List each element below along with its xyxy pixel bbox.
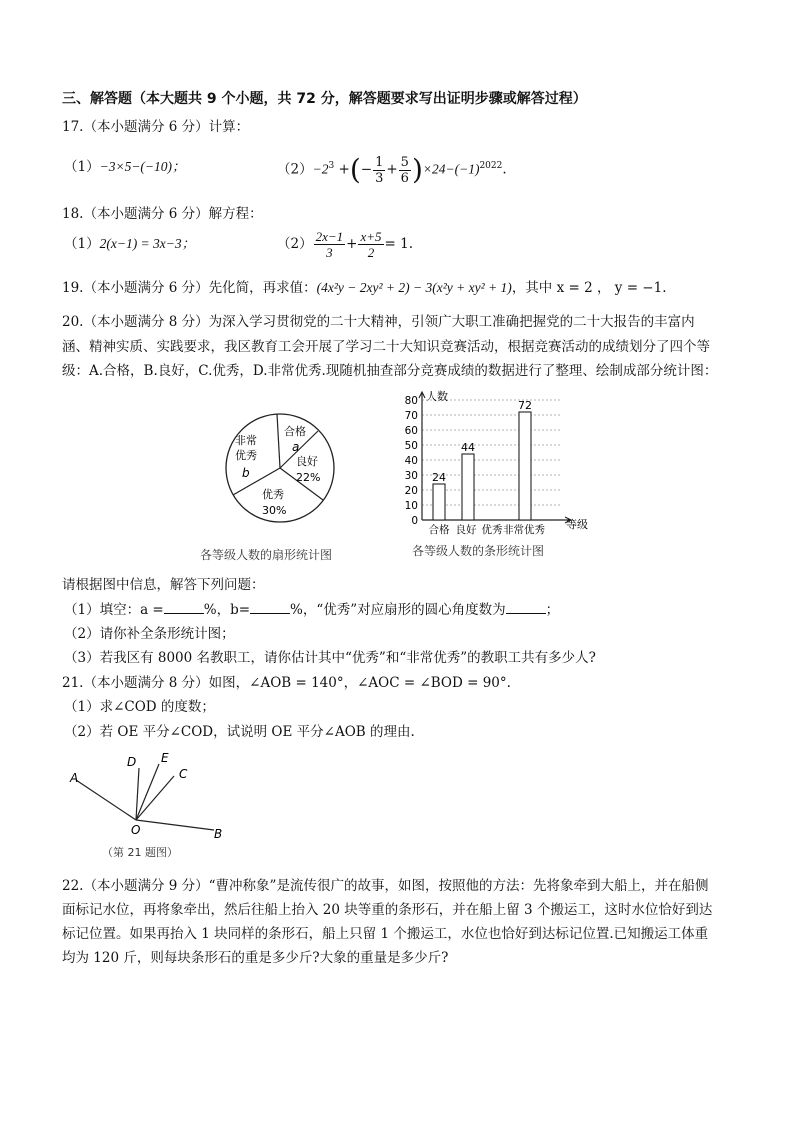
section-title: 三、解答题（本大题共 9 个小题，共 72 分，解答题要求写出证明步骤或解答过程） [62,91,587,107]
pie-label-youxiu: 优秀 [262,488,284,501]
bar [462,454,474,520]
y-tick-label: 60 [404,425,418,437]
y-axis-title: 人数 [426,390,448,403]
y-tick-label: 30 [404,470,418,482]
q18-stem: 18.（本小题满分 6 分）解方程： [62,206,263,222]
q21-figure-caption: （第 21 题图） [102,846,178,859]
q17-p1-expr: −3×5−(−10)； [99,159,186,174]
q21-sub1: （1）求∠COD 的度数； [64,699,215,715]
q19-expr: (4x²y − 2xy² + 2) − 3(x²y + xy² + 1) [316,280,512,295]
ray-oa [76,780,136,820]
q20-s1-d: ； [545,602,560,618]
q19-stem: 19.（本小题满分 6 分）先化简，再求值： [62,280,317,296]
pie-value-lianghao: 22% [296,471,321,484]
answer-blank-a[interactable] [164,600,204,614]
pie-chart [200,392,360,542]
point-c: C [179,767,188,781]
q21-angle-figure [62,748,242,866]
q17-p2-a-exp: 3 [328,161,335,171]
q17-p2-plus: + [338,161,350,178]
q20-after: 请根据图中信息，解答下列问题： [62,577,265,593]
pie-value-hege: a [292,440,300,454]
q18-p1-expr: 2(x−1) = 3x−3； [99,236,196,251]
pie-label-feichang-1: 非常 [235,434,257,447]
bar-value-label: 72 [518,399,532,412]
q22-line1: 22.（本小题满分 9 分）“曹冲称象”是流传很广的故事，如图，按照他的方法：先将象牵到大船上，并在船侧 [62,878,709,894]
ray-oe [136,764,159,820]
pie-label-feichang-2: 优秀 [235,449,257,462]
q18-part2: （2） $\frac{2x-1}{3}$ + $\frac{x+5}{2}$ = 1. [277,229,413,260]
q18-p1-label: （1） [64,236,100,252]
bar [433,484,445,520]
x-tick-label: 良好 [455,524,477,536]
pie-boundary-1 [277,414,280,468]
pie-label-hege: 合格 [284,425,306,438]
ray-ob [136,820,214,830]
q20-line2: 涵、精神实质、实践要求，我区教育工会开展了学习二十大知识竞赛活动，根据竞赛活动的成绩划分了四个等 [62,339,710,355]
bar [519,412,531,520]
q18-frac2: $\frac{x+5}{2}$ [360,229,382,260]
bar-caption: 各等级人数的条形统计图 [412,544,545,558]
point-e: E [161,751,169,765]
y-tick-label: 80 [404,395,418,407]
q17-p1-label: （1） [64,159,100,175]
q19-cond: ，其中 x = 2 ， y = −1. [511,280,667,296]
q20-line1: 20.（本小题满分 8 分）为深入学习贯彻党的二十大精神，引领广大职工准确把握党的二十大报告的丰富内 [62,314,695,330]
q17-stem: 17.（本小题满分 6 分）计算： [62,119,250,135]
pie-caption: 各等级人数的扇形统计图 [200,548,333,562]
q17-frac1: $\frac{1}{3}$ [375,154,384,186]
q20-s1-b: %，b= [203,602,251,618]
y-tick-label: 10 [404,500,418,512]
x-tick-label: 非常优秀 [503,524,545,536]
point-a: A [70,771,79,785]
answer-blank-b[interactable] [250,600,290,614]
q18-p2-tail: = 1. [384,236,413,252]
point-d: D [127,755,137,769]
y-tick-label: 40 [404,455,418,467]
q17-p2-b: ×24−(−1) [422,161,480,177]
q17-p2-label: （2） [277,161,313,178]
q19-line [62,278,667,298]
q18-part1 [64,234,195,254]
x-tick-label: 合格 [428,524,450,536]
y-tick-label: 20 [404,485,418,497]
q18-frac1: $\frac{2x-1}{3}$ [315,229,344,260]
q20-s1-a: （1）填空：a = [64,602,164,618]
q18-p2-label: （2） [277,236,313,252]
q17-p2-end: . [502,161,507,178]
q17-p2-a: −2 [312,161,329,177]
y-tick-label: 70 [404,410,418,422]
q17-frac2: $\frac{5}{6}$ [400,154,409,186]
q17-p2-b-exp: 2022 [479,161,503,171]
x-tick-label: 优秀 [481,524,503,536]
ray-od [136,768,139,820]
q20-sub3: （3）若我区有 8000 名教职工，请你估计其中“优秀”和“非常优秀”的教职工共有多少人? [64,650,596,666]
pie-value-feichang: b [242,466,250,480]
q22-line2: 面标记水位，再将象牵出，然后往船上抬入 20 块等重的条形石，并在船上留 3 个搬运工，这时水位恰好到达 [62,902,713,918]
y-tick-label: 0 [411,515,418,527]
q21-stem: 21.（本小题满分 8 分）如图，∠AOB = 140°，∠AOC = ∠BOD = 90°. [62,675,511,691]
bar-value-label: 44 [461,441,475,454]
pie-value-youxiu: 30% [262,504,287,517]
bar-chart [392,388,612,536]
ray-oc [136,776,174,820]
q20-sub1 [64,600,559,620]
pie-label-lianghao: 良好 [296,455,318,468]
x-axis-title: 等级 [566,518,588,531]
q17-part2: $(2)-2^3$ +(− $\frac{1}{3}$ + $\frac{5}{6}$ )$\times 24-(-1)^{2022}$. [277,153,507,186]
q20-sub2: （2）请你补全条形统计图； [64,626,235,642]
q22-line4: 均为 120 斤，则每块条形石的重是多少斤?大象的重量是多少斤? [62,950,449,966]
q22-line3: 标记位置。如果再抬入 1 块同样的条形石，船上只留 1 个搬运工，水位也恰好到达标记位置.已知搬运工体重 [62,926,709,942]
q17-part1 [64,157,186,177]
point-o: O [131,823,141,837]
point-b: B [214,827,223,841]
answer-blank-angle[interactable] [506,600,546,614]
q20-s1-c: %，“优秀”对应扇形的圆心角度数为 [290,602,506,618]
y-tick-label: 50 [404,440,418,452]
q21-sub2: （2）若 OE 平分∠COD，试说明 OE 平分∠AOB 的理由. [64,724,415,740]
q20-line3: 级：A.合格，B.良好，C.优秀，D.非常优秀.现随机抽查部分竞赛成绩的数据进行了整理、绘制成部分统计图： [62,363,718,379]
bar-value-label: 24 [432,471,446,484]
